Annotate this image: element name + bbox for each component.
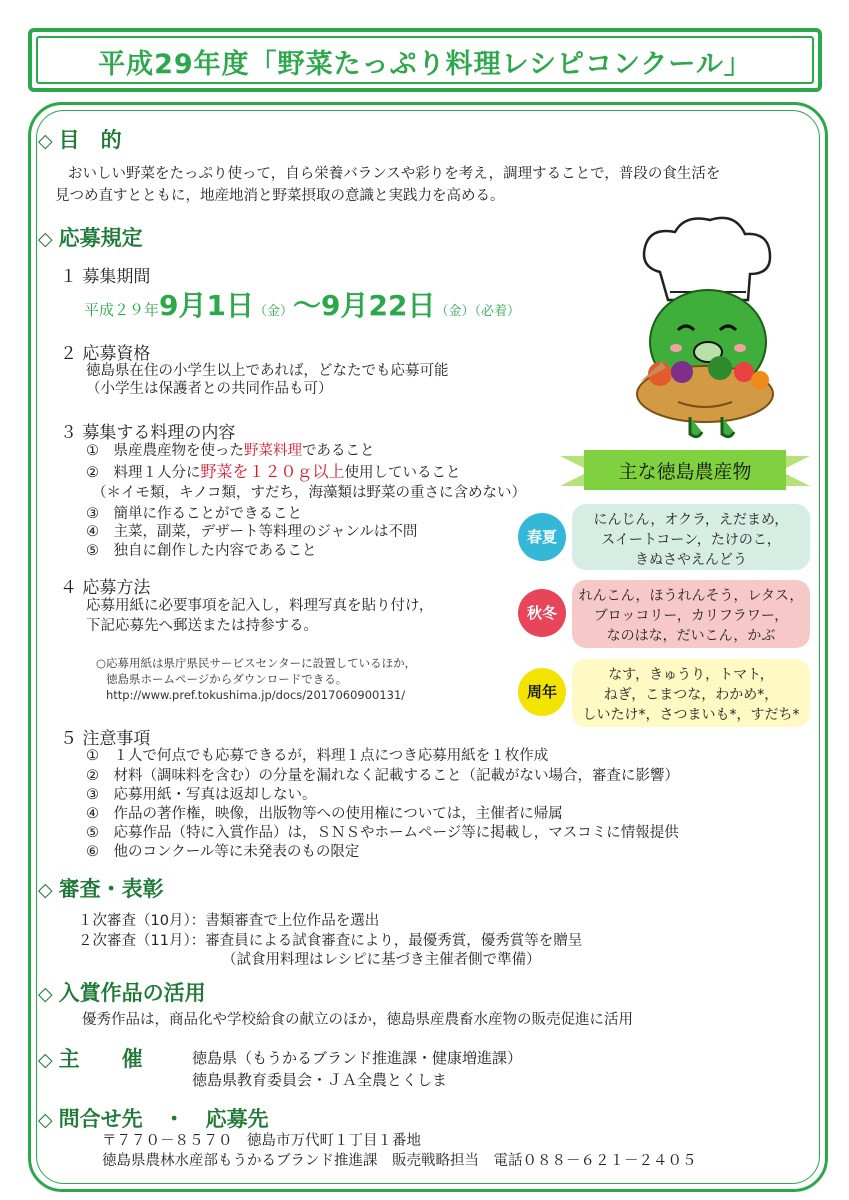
diamond-icon: ◇ — [38, 1049, 53, 1071]
organizer-line-1: 徳島県（もうかるブランド推進課・健康増進課） — [192, 1049, 523, 1067]
diamond-icon: ◇ — [38, 228, 53, 250]
contact-office: 徳島県農林水産部もうかるブランド推進課 販売戦略担当 電話０８８－６２１－２４０５ — [102, 1153, 697, 1169]
produce-box-autumn-winter: れんこん，ほうれんそう，レタス， ブロッコリー，カリフラワー， なのはな，だいこん，かぶ — [572, 580, 810, 648]
content-label: ３ 募集する料理の内容 — [60, 423, 236, 443]
diamond-icon: ◇ — [38, 130, 53, 152]
notes-item-6: ⑥ 他のコンクール等に未発表のもの限定 — [86, 844, 360, 860]
judging-note: （試食用料理はレシピに基づき主催者側で準備） — [222, 952, 541, 968]
period-dates: 平成２９年9月1日（金）～9月22日（金）（必着） — [84, 289, 520, 322]
method-label: ４ 応募方法 — [60, 578, 151, 598]
rules-heading: ◇ 応募規定 — [38, 226, 143, 250]
notes-item-2: ② 材料（調味料を含む）の分量を漏れなく記載すること（記載がない場合，審査に影響） — [86, 768, 679, 784]
notes-item-4: ④ 作品の著作権，映像，出版物等への使用権については，主催者に帰属 — [86, 806, 563, 822]
eligibility-line-2: （小学生は保護者との共同作品も可） — [86, 381, 333, 397]
contact-address: 〒７７０－８５７０ 徳島市万代町１丁目１番地 — [102, 1133, 421, 1149]
content-item-2: ② 料理１人分に野菜を１２０ｇ以上使用していること — [86, 462, 461, 481]
content-item-1: ① 県産農産物を使った野菜料理であること — [86, 443, 375, 459]
purpose-heading: ◇ 目 的 — [38, 128, 122, 152]
usage-heading: ◇ 入賞作品の活用 — [38, 981, 206, 1005]
content-item-2-note: （＊イモ類，キノコ類，すだち，海藻類は野菜の重さに含めない） — [92, 485, 526, 501]
page-title: 平成29年度「野菜たっぷり料理レシピコンクール」 — [98, 49, 752, 80]
eligibility-label: ２ 応募資格 — [60, 344, 151, 364]
method-line-2: 下記応募先へ郵送または持参する。 — [86, 618, 318, 634]
content-item-4: ④ 主菜，副菜，デザート等料理のジャンルは不問 — [86, 524, 418, 540]
notes-label: ５ 注意事項 — [60, 729, 151, 749]
judging-row-2: ２次審査（11月）：審査員による試食審査により，最優秀賞，優秀賞等を贈呈 — [78, 933, 583, 949]
organizer-line-2: 徳島県教育委員会・ＪＡ全農とくしま — [192, 1071, 448, 1089]
period-label: １ 募集期間 — [60, 267, 151, 287]
usage-text: 優秀作品は，商品化や学校給食の献立のほか，徳島県産農畜水産物の販売促進に活用 — [82, 1012, 633, 1028]
judging-row-1: １次審査（10月）：書類審査で上位作品を選出 — [78, 913, 380, 929]
notes-item-3: ③ 応募用紙・写真は返却しない。 — [86, 787, 317, 803]
method-line-1: 応募用紙に必要事項を記入し，料理写真を貼り付け， — [86, 598, 434, 614]
diamond-icon: ◇ — [38, 983, 53, 1005]
season-badge-spring-summer: 春夏 — [518, 513, 566, 561]
organizer-heading: ◇ 主 催 — [38, 1047, 143, 1071]
content-item-5: ⑤ 独自に創作した内容であること — [86, 543, 317, 559]
produce-box-year-round: なす，きゅうり，トマト， ねぎ，こまつな，わかめ*， しいたけ*，さつまいも*，すだち* — [572, 659, 810, 727]
purpose-line-1: おいしい野菜をたっぷり使って，自ら栄養バランスや彩りを考え，調理することで，普段の食生活を — [68, 166, 721, 182]
contact-heading: ◇ 問合せ先 ・ 応募先 — [38, 1107, 269, 1131]
notes-item-1: ① １人で何点でも応募できるが，料理１点につき応募用紙を１枚作成 — [86, 748, 549, 764]
method-note-1: ○応募用紙は県庁県民サービスセンターに設置しているほか， — [96, 656, 417, 670]
diamond-icon: ◇ — [38, 879, 53, 901]
season-badge-year-round: 周年 — [518, 668, 566, 716]
method-note-2: 徳島県ホームページからダウンロードできる。 — [106, 672, 348, 686]
eligibility-line-1: 徳島県在住の小学生以上であれば，どなたでも応募可能 — [86, 363, 449, 379]
notes-item-5: ⑤ 応募作品（特に入賞作品）は，ＳＮＳやホームページ等に掲載し，マスコミに情報提供 — [86, 825, 679, 841]
season-badge-autumn-winter: 秋冬 — [518, 589, 566, 637]
purpose-line-2: 見つめ直すとともに，地産地消と野菜摂取の意識と実践力を高める。 — [55, 188, 505, 204]
diamond-icon: ◇ — [38, 1109, 53, 1131]
produce-box-spring-summer: にんじん，オクラ，えだまめ， スイートコーン，たけのこ， きぬさやえんどう — [572, 504, 810, 570]
chef-vegetable-mascot — [620, 212, 790, 442]
content-item-3: ③ 簡単に作ることができること — [86, 506, 302, 522]
method-url-link[interactable]: http://www.pref.tokushima.jp/docs/2017060900131/ — [106, 688, 406, 702]
produce-banner-title: 主な徳島農産物 — [618, 461, 752, 483]
judging-heading: ◇ 審査・表彰 — [38, 877, 164, 901]
